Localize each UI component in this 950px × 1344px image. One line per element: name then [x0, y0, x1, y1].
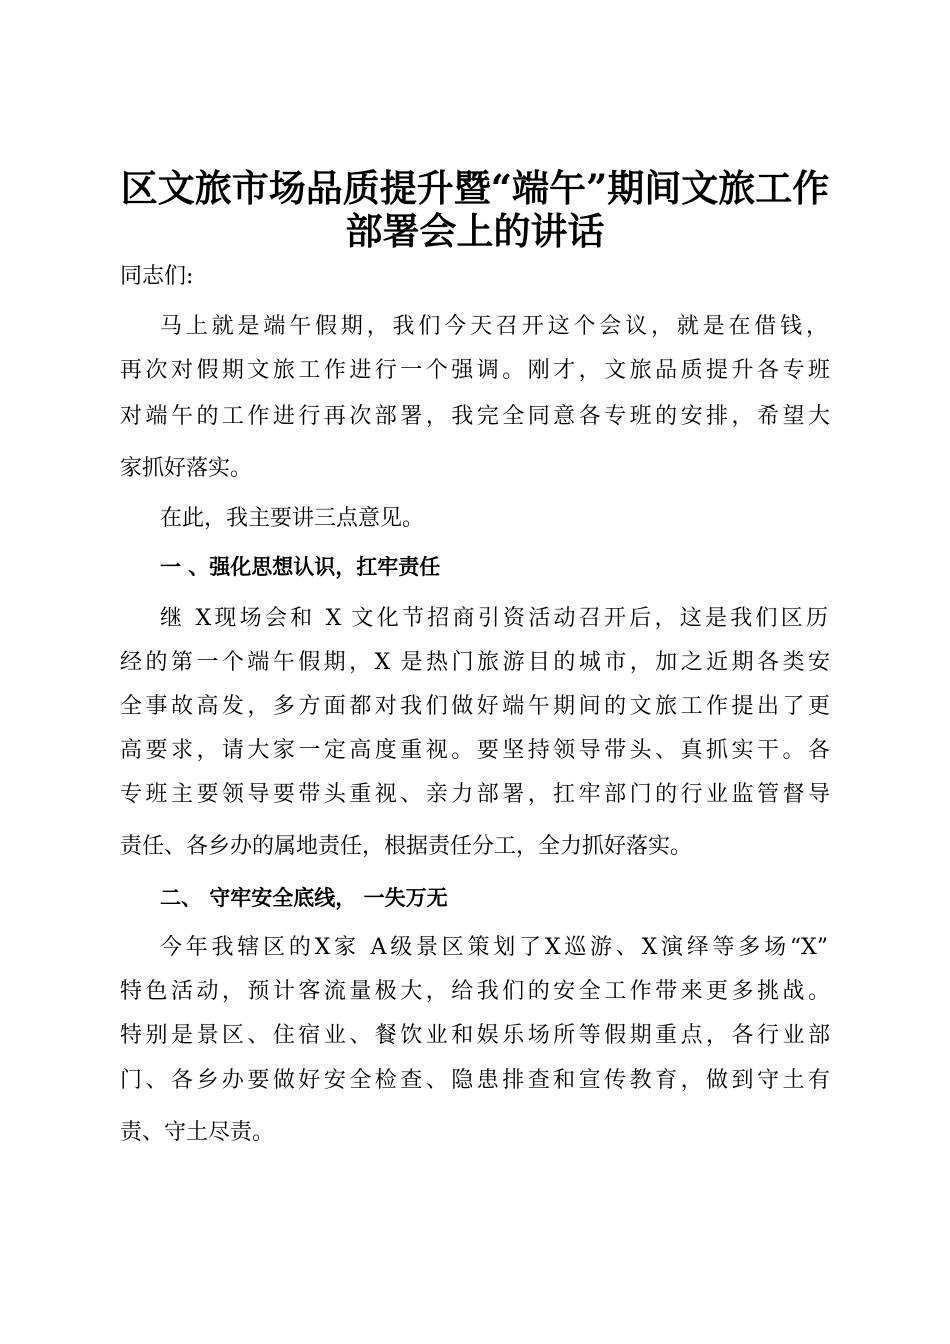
paragraph-line: 责、守土尽责。	[120, 1120, 275, 1145]
paragraph-line: 高要求，请大家一定高度重视。要坚持领导带头、真抓实干。各	[120, 738, 830, 763]
salutation: 同志们:	[120, 264, 194, 289]
section-heading-2: 二、 守牢安全底线， 一失万无	[160, 885, 448, 910]
paragraph-line: 马上就是端午假期，我们今天召开这个会议，就是在借钱，	[160, 314, 828, 339]
paragraph-line: 责任、各乡办的属地责任，根据责任分工，全力抓好落实。	[120, 834, 693, 859]
paragraph-2: 在此，我主要讲三点意见。	[160, 506, 425, 531]
document-title-line-2: 部署会上的讲话	[345, 209, 605, 253]
paragraph-line: 再次对假期文旅工作进行一个强调。刚才，文旅品质提升各专班	[120, 358, 830, 383]
paragraph-line: 特色活动，预计客流量极大，给我们的安全工作带来更多挑战。	[120, 979, 830, 1004]
paragraph-line: 经的第一个端午假期，X 是热门旅游目的城市，加之近期各类安	[120, 650, 830, 675]
paragraph-line: 对端午的工作进行再次部署，我完全同意各专班的安排，希望大	[120, 404, 830, 429]
paragraph-line: 家抓好落实。	[120, 456, 253, 481]
paragraph-line: 特别是景区、住宿业、餐饮业和娱乐场所等假期重点，各行业部	[120, 1023, 830, 1048]
paragraph-line: 今年我辖区的X家 A级景区策划了X巡游、X演绎等多场“X”	[160, 935, 828, 960]
paragraph-line: 全事故高发，多方面都对我们做好端午期间的文旅工作提出了更	[120, 694, 830, 719]
document-title-line-1: 区文旅市场品质提升暨“端午”期间文旅工作	[120, 166, 830, 210]
paragraph-line: 门、各乡办要做好安全检查、隐患排查和宣传教育，做到守土有	[120, 1068, 830, 1093]
paragraph-line: 专班主要领导要带头重视、亲力部署，扛牢部门的行业监管督导	[120, 782, 830, 807]
paragraph-line: 继 X现场会和 X 文化节招商引资活动召开后，这是我们区历	[160, 606, 828, 631]
section-heading-1: 一 、强化思想认识，扛牢责任	[160, 554, 441, 579]
